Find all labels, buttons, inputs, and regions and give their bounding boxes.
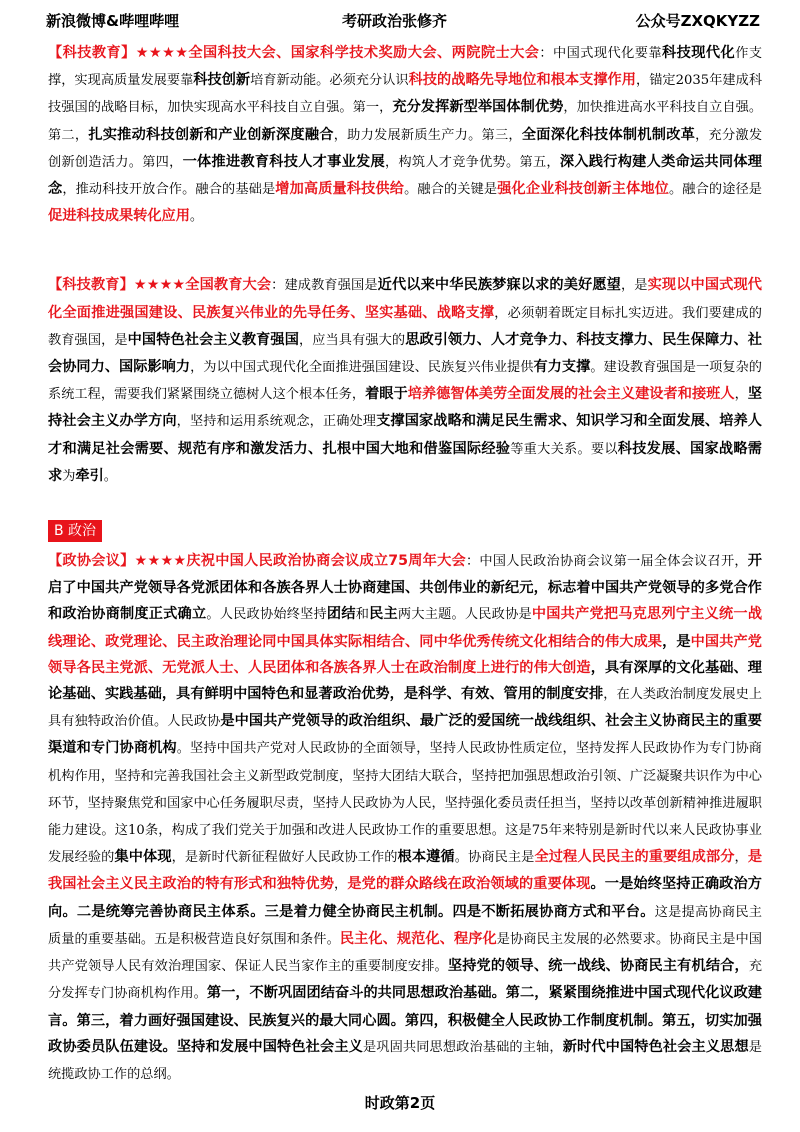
page-header <box>46 10 760 36</box>
section-heading-politics: B 政治 <box>48 520 102 542</box>
topic-tag: 【科技教育】 <box>48 45 136 61</box>
page-content <box>48 40 762 1088</box>
paragraph-spacer <box>48 490 762 518</box>
topic-tag: 【科技教育】 <box>48 277 134 294</box>
event-title: ★★★★全国教育大会 <box>133 277 272 294</box>
event-title: ★★★★庆祝中国人民政治协商会议成立75周年大会 <box>134 553 466 570</box>
header-wechat-account: 公众号ZXQKYZZ <box>635 12 760 30</box>
paragraph-education-conference: 【科技教育】★★★★全国教育大会：建成教育强国是近代以来中华民族梦寐以求的美好愿望，是实现以中国式现代化全面推进强国建设、民族复兴伟业的先导任务、坚实基础、战略支撑，必须朝着既定目标扎实迈进。我们要建成的教育强国，是中国特色社会主义教育强国，应当具有强大的思政引领力、人才竞争力、科技支撑力、民生保障力、社会协同力、国际影响力，为以中国式现代化全面推进强国建设、民族复兴伟业提供有力支撑。建设教育强国是一项复杂的系统工程，需要我们紧紧围绕立德树人这个根本任务，着眼于培养德智体美劳全面发展的社会主义建设者和接班人，坚持社会主义办学方向，坚持和运用系统观念，正确处理支撑国家战略和满足民生需求、知识学习和全面发展、培养人才和满足社会需要、规范有序和激发活力、扎根中国大地和借鉴国际经验等重大关系。要以科技发展、国家战略需求为牵引。 <box>48 277 762 484</box>
page-footer: 时政第2页 <box>364 1094 436 1112</box>
paragraph-tech-conference: 【科技教育】★★★★全国科技大会、国家科学技术奖励大会、两院院士大会：中国式现代化要靠科技现代化作支撑，实现高质量发展要靠科技创新培育新动能。必须充分认识科技的战略先导地位和根本支撑作用，锚定2035年建成科技强国的战略目标，加快实现高水平科技自立自强。第一，充分发挥新型举国体制优势，加快推进高水平科技自立自强。第二，扎实推动科技创新和产业创新深度融合，助力发展新质生产力。第三，全面深化科技体制机制改革，充分激发创新创造活力。第四，一体推进教育科技人才事业发展，构筑人才竞争优势。第五，深入践行构建人类命运共同体理念，推动科技开放合作。融合的基础是增加高质量科技供给。融合的关键是强化企业科技创新主体地位。融合的途径是促进科技成果转化应用。 <box>48 45 763 225</box>
topic-tag: 【政协会议】 <box>48 553 135 570</box>
paragraph-spacer <box>48 230 762 272</box>
header-social-accounts: 新浪微博&哔哩哔哩 <box>46 12 180 30</box>
paragraph-cppcc-anniversary: 【政协会议】★★★★庆祝中国人民政治协商会议成立75周年大会：中国人民政治协商会议第一届全体会议召开，开启了中国共产党领导各党派团体和各族各界人士协商建国、共创伟业的新纪元，标志着中国共产党领导的多党合作和政治协商制度正式确立。人民政协始终坚持团结和民主两大主题。人民政协是中国共产党把马克思列宁主义统一战线理论、政党理论、民主政治理论同中国具体实际相结合、同中华优秀传统文化相结合的伟大成果，是中国共产党领导各民主党派、无党派人士、人民团体和各族各界人士在政治制度上进行的伟大创造，具有深厚的文化基础、理论基础、实践基础，具有鲜明中国特色和显著政治优势，是科学、有效、管用的制度安排，在人类政治制度发展史上具有独特政治价值。人民政协是中国共产党领导的政治组织、最广泛的爱国统一战线组织、社会主义协商民主的重要渠道和专门协商机构。坚持中国共产党对人民政协的全面领导，坚持人民政协性质定位，坚持发挥人民政协作为专门协商机构作用，坚持和完善我国社会主义新型政党制度，坚持大团结大联合，坚持把加强思想政治引领、广泛凝聚共识作为中心环节，坚持聚焦党和国家中心任务履职尽责，坚持人民政协为人民，坚持强化委员责任担当，坚持以改革创新精神推进履职能力建设。这10条，构成了我们党关于加强和改进人民政协工作的重要思想。这是75年来特别是新时代以来人民政协事业发展经验的集中体现，是新时代新征程做好人民政协工作的根本遵循。协商民主是全过程人民民主的重要组成部分，是我国社会主义民主政治的特有形式和独特优势，是党的群众路线在政治领域的重要体现。一是始终坚持正确政治方向。二是统筹完善协商民主体系。三是着力健全协商民主机制。四是不断拓展协商方式和平台。这是提高协商民主质量的重要基础。五是积极营造良好氛围和条件。民主化、规范化、程序化是协商民主发展的必然要求。协商民主是中国共产党领导人民有效治理国家、保证人民当家作主的重要制度安排。坚持党的领导、统一战线、协商民主有机结合，充分发挥专门协商机构作用。第一，不断巩固团结奋斗的共同思想政治基础。第二，紧紧围绕推进中国式现代化议政建言。第三，着力画好强国建设、民族复兴的最大同心圆。第四，积极健全人民政协工作制度机制。第五，切实加强政协委员队伍建设。坚持和发展中国特色社会主义是巩固共同思想政治基础的主轴，新时代中国特色社会主义思想是统揽政协工作的总纲。 <box>48 553 763 1082</box>
event-title: ★★★★全国科技大会、国家科学技术奖励大会、两院院士大会 <box>135 45 540 61</box>
header-author: 考研政治张修齐 <box>342 12 448 30</box>
